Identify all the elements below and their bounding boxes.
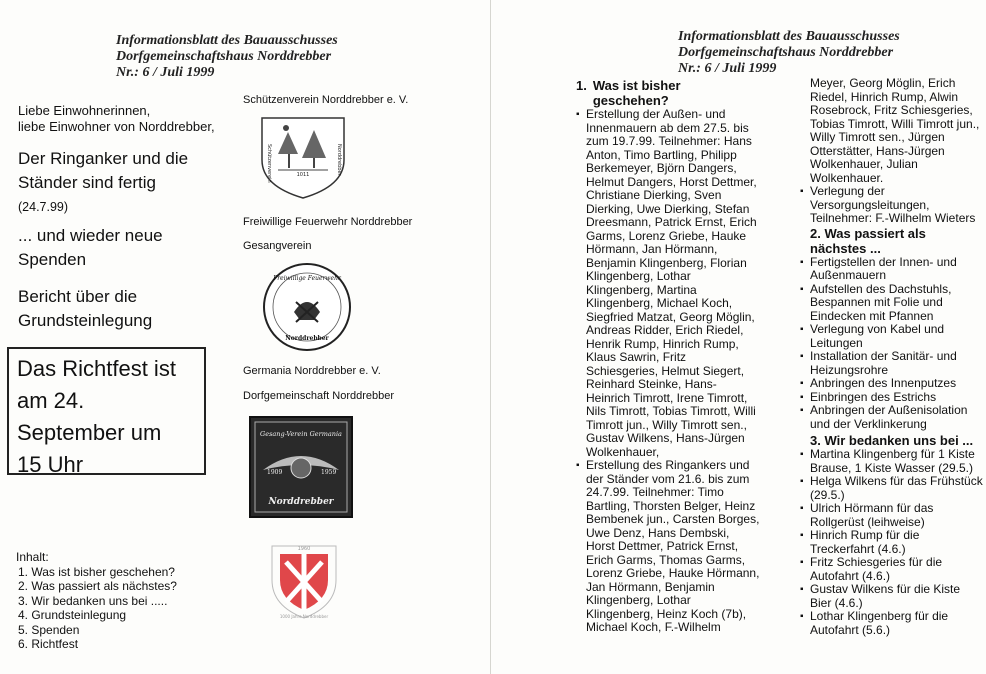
text-line: Willy Timrott sen., Jürgen: [810, 130, 945, 144]
dorfgemeinschaft-logo: [262, 540, 346, 620]
list-item: [576, 108, 796, 459]
list-item-line: Reinhard Steinke, Hans-: [586, 377, 717, 391]
logo-text: 1000 Jahre Norddrebber: [279, 614, 329, 619]
header-line3: Nr.: 6 / Juli 1999: [116, 65, 215, 80]
list-item-line: ▪ Gustav Wilkens für die Kiste: [810, 582, 961, 596]
list-item-line: Wolkenhauer,: [586, 444, 660, 459]
headline-line: Spenden: [18, 250, 87, 269]
list-item-line: Siegfried Matzat, Georg Möglin,: [586, 309, 755, 324]
toc-item: 1. Was ist bisher geschehen?: [18, 564, 175, 579]
header-line2: Dorfgemeinschaftshaus Norddrebber: [116, 49, 332, 64]
list-item-line: Anton, Timo Bartling, Philipp: [586, 147, 737, 162]
table-of-contents: [16, 550, 177, 652]
logo-text: Norddrebber: [336, 144, 342, 176]
right-column-2: [800, 77, 986, 637]
headline-spenden: [18, 224, 163, 272]
verlegung-list: [800, 185, 986, 226]
header-line2: Dorfgemeinschaftshaus Norddrebber: [678, 45, 894, 60]
logo-year: 1909: [267, 469, 283, 476]
list-item-line: ▪ Fertigstellen der Innen- und: [810, 254, 957, 269]
list-item-line: Timrott jun., Willy Timrott sen.,: [586, 417, 747, 432]
list-item-line: Eindecken mit Pfannen: [810, 308, 934, 323]
list-item-line: Brause, 1 Kiste Wasser (29.5.): [810, 460, 973, 475]
heading-line: 2. Was passiert als: [810, 225, 926, 241]
logo-text: Norddrebber: [268, 497, 334, 507]
list-item: [800, 529, 986, 556]
text-line: Wolkenhauer, Julian: [810, 157, 918, 171]
right-header: [678, 29, 900, 77]
list-item-line: Innenmauern ab dem 27.5. bis: [586, 120, 749, 135]
list-item-line: ▪ Hinrich Rump für die: [810, 528, 920, 542]
logo-text: Freiwillige Feuerwehr: [273, 275, 341, 282]
section-1-heading: [576, 78, 796, 108]
list-item-line: Bier (4.6.): [810, 595, 863, 610]
list-item-line: Dierking, Uwe Dierking, Stefan: [586, 201, 750, 216]
greeting-line: Liebe Einwohnerinnen,: [18, 103, 151, 118]
list-item-line: Bartling, Thorsten Belger, Heinz: [586, 498, 756, 513]
header-line3: Nr.: 6 / Juli 1999: [678, 61, 777, 76]
logo-year: 1011: [296, 172, 310, 178]
greeting-line: liebe Einwohner von Norddrebber,: [18, 119, 215, 134]
list-item-line: Bembenek jun., Carsten Borges,: [586, 512, 760, 526]
header-line1: Informationsblatt des Bauausschusses: [116, 33, 338, 48]
list-item-line: Schiesgeries, Helmut Siegert,: [586, 363, 745, 378]
club-label-dorfgemeinschaft: Dorfgemeinschaft Norddrebber: [243, 390, 395, 402]
section-3-heading: 3. Wir bedanken uns bei ...: [810, 433, 974, 448]
toc-item: 5. Spenden: [18, 622, 80, 637]
headline-line: Ständer sind fertig: [18, 173, 156, 192]
schuetzenverein-logo: [258, 114, 348, 200]
list-item-line: ▪ Erstellung des Ringankers und: [586, 458, 750, 472]
club-label-feuerwehr: Freiwillige Feuerwehr Norddrebber: [243, 216, 413, 228]
list-item: [800, 448, 986, 475]
section-2-list: [800, 256, 986, 432]
toc-item: 3. Wir bedanken uns bei .....: [18, 593, 168, 608]
section-title: Was ist bisher geschehen?: [592, 78, 681, 108]
list-item-line: ▪ Installation der Sanitär- und: [810, 349, 957, 363]
list-item-line: ▪ Helga Wilkens für das Frühstück: [810, 474, 983, 488]
text-line: Riedel, Hinrich Rump, Alwin: [810, 89, 959, 104]
list-item: [800, 185, 986, 226]
list-item-line: Klingenberg, Michael Koch,: [586, 296, 733, 310]
list-item-line: ▪ Ulrich Hörmann für das: [810, 501, 934, 515]
section-2-heading: [800, 226, 986, 256]
list-item-line: Gustav Wilkens, Hans-Jürgen: [586, 431, 745, 445]
germania-logo: [249, 416, 353, 518]
logo-text: Norddrebber: [285, 335, 329, 342]
list-item: [800, 323, 986, 350]
list-item-line: Klingenberg, Martina: [586, 282, 697, 297]
list-item-line: Lorenz Griebe, Hauke Hörmann,: [586, 566, 760, 580]
list-item: [800, 404, 986, 431]
text-line: Wolkenhauer.: [810, 170, 884, 185]
list-item-line: ▪ Einbringen des Estrichs: [810, 389, 937, 404]
headline-line: Der Ringanker und die: [18, 149, 189, 168]
headline-line: Grundsteinlegung: [18, 311, 153, 330]
list-item-line: Teilnehmer: F.-Wilhelm Wieters: [810, 211, 976, 225]
list-item-line: ▪ Martina Klingenberg für 1 Kiste: [810, 447, 975, 461]
list-item-line: Uwe Denz, Hans Dembski,: [586, 525, 730, 540]
richtfest-line: Das Richtfest ist: [17, 356, 176, 381]
text-line: Tobias Timrott, Willi Timrott jun.,: [810, 116, 980, 131]
list-item-line: Klingenberg, Heinz Koch (7b),: [586, 606, 747, 621]
heading-line: nächstes ...: [810, 240, 881, 256]
right-column-1: [576, 78, 796, 635]
list-item-line: Michael Koch, F.-Wilhelm: [586, 620, 721, 634]
headline-line: ... und wieder neue: [18, 226, 163, 245]
list-item-line: Christiane Dierking, Sven: [586, 188, 722, 202]
list-item-line: Treckerfahrt (4.6.): [810, 541, 906, 556]
list-item: [800, 610, 986, 637]
toc-item: 4. Grundsteinlegung: [18, 608, 127, 622]
list-item-line: ▪ Fritz Schiesgeries für die: [810, 555, 943, 569]
list-item-line: Andreas Ridder, Erich Riedel,: [586, 323, 744, 337]
list-item-line: Autofahrt (4.6.): [810, 568, 891, 583]
list-item-line: Erich Garms, Thomas Garms,: [586, 552, 746, 567]
headline-line: Bericht über die: [18, 287, 138, 306]
list-item-line: Benjamin Klingenberg, Florian: [586, 255, 747, 270]
list-item-line: Rollgerüst (leihweise): [810, 514, 925, 529]
headline-ringanker: [18, 147, 188, 219]
club-label-schuetzenverein: Schützenverein Norddrebber e. V.: [243, 94, 409, 106]
list-item-line: Heinrich Timrott, Irene Timrott,: [586, 390, 748, 405]
list-item-line: Klingenberg, Lothar: [586, 593, 691, 607]
page-fold: [490, 0, 491, 674]
list-item: [800, 556, 986, 583]
section-1-list: [576, 108, 796, 635]
toc-item: 2. Was passiert als nächstes?: [18, 579, 177, 593]
text-line: Otterstätter, Hans-Jürgen: [810, 143, 945, 158]
list-item: [800, 350, 986, 377]
club-label-germania: Germania Norddrebber e. V.: [243, 365, 381, 377]
richtfest-line: am 24.: [17, 388, 85, 413]
list-item: [800, 391, 986, 405]
list-item: [800, 377, 986, 391]
section-3-list: [800, 448, 986, 637]
logo-year: 1959: [321, 469, 337, 476]
headline-date: (24.7.99): [18, 200, 69, 214]
list-item-line: zum 19.7.99. Teilnehmer: Hans: [586, 134, 752, 148]
list-item-line: ▪ Verlegung von Kabel und: [810, 322, 945, 336]
list-item-line: Bespannen mit Folie und: [810, 295, 943, 309]
toc-item: 6. Richtfest: [18, 637, 79, 651]
list-item-line: Helmut Dangers, Horst Dettmer,: [586, 174, 757, 189]
feuerwehr-logo: [262, 262, 352, 352]
list-item-line: Hörmann, Jan Hörmann,: [586, 242, 718, 256]
list-item-line: 24.7.99. Teilnehmer: Timo: [586, 485, 724, 499]
toc-title: Inhalt:: [16, 550, 49, 564]
list-item-line: und der Verklinkerung: [810, 416, 927, 431]
list-item-line: der Ständer vom 21.6. bis zum: [586, 471, 750, 486]
list-item-line: Nils Timrott, Tobias Timrott, Willi: [586, 404, 756, 418]
list-item: [800, 256, 986, 283]
list-item: [800, 583, 986, 610]
list-item-line: Garms, Lorenz Griebe, Hauke: [586, 228, 747, 243]
richtfest-box: [7, 347, 206, 475]
list-item: [800, 502, 986, 529]
names-continuation: [800, 77, 986, 185]
list-item-line: Heizungsrohre: [810, 362, 889, 377]
list-item: [800, 283, 986, 324]
list-item-line: Autofahrt (5.6.): [810, 622, 891, 637]
list-item-line: ▪ Anbringen der Außenisolation: [810, 403, 968, 417]
list-item: [576, 459, 796, 635]
list-item-line: ▪ Erstellung der Außen- und: [586, 107, 726, 121]
text-line: Rosebrock, Fritz Schiesgeries,: [810, 103, 973, 117]
text-line: Meyer, Georg Möglin, Erich: [810, 76, 956, 90]
header-line1: Informationsblatt des Bauausschusses: [678, 29, 900, 44]
list-item-line: Klingenberg, Lothar: [586, 269, 691, 283]
richtfest-line: 15 Uhr: [17, 452, 84, 477]
section-number: 1.: [576, 78, 587, 93]
logo-text: Gesang-Verein Germania: [260, 430, 342, 438]
list-item-line: Jan Hörmann, Benjamin: [586, 579, 715, 594]
list-item-line: ▪ Anbringen des Innenputzes: [810, 376, 957, 390]
richtfest-line: September um: [17, 420, 162, 445]
list-item-line: ▪ Aufstellen des Dachstuhls,: [810, 281, 952, 296]
logo-text: Schützenverein: [266, 144, 272, 183]
list-item-line: ▪ Lothar Klingenberg für die: [810, 609, 949, 623]
list-item-line: ▪ Verlegung der: [810, 184, 885, 198]
greeting: [18, 103, 215, 135]
list-item-line: (29.5.): [810, 487, 845, 502]
list-item-line: Berkemeyer, Björn Dangers,: [586, 161, 737, 175]
left-header: [116, 33, 338, 81]
list-item-line: Henrik Rump, Hinrich Rump,: [586, 336, 739, 351]
list-item-line: Außenmauern: [810, 268, 887, 282]
headline-grundstein: [18, 285, 152, 333]
club-label-gesangverein: Gesangverein: [243, 240, 312, 252]
list-item-line: Versorgungsleitungen,: [810, 197, 930, 212]
logo-year: 1960: [297, 546, 311, 552]
list-item-line: Klaus Sawrin, Fritz: [586, 350, 687, 364]
list-item-line: Dreesmann, Patrick Ernst, Erich: [586, 215, 757, 229]
list-item: [800, 475, 986, 502]
list-item-line: Horst Dettmer, Patrick Ernst,: [586, 539, 739, 553]
list-item-line: Leitungen: [810, 335, 863, 350]
